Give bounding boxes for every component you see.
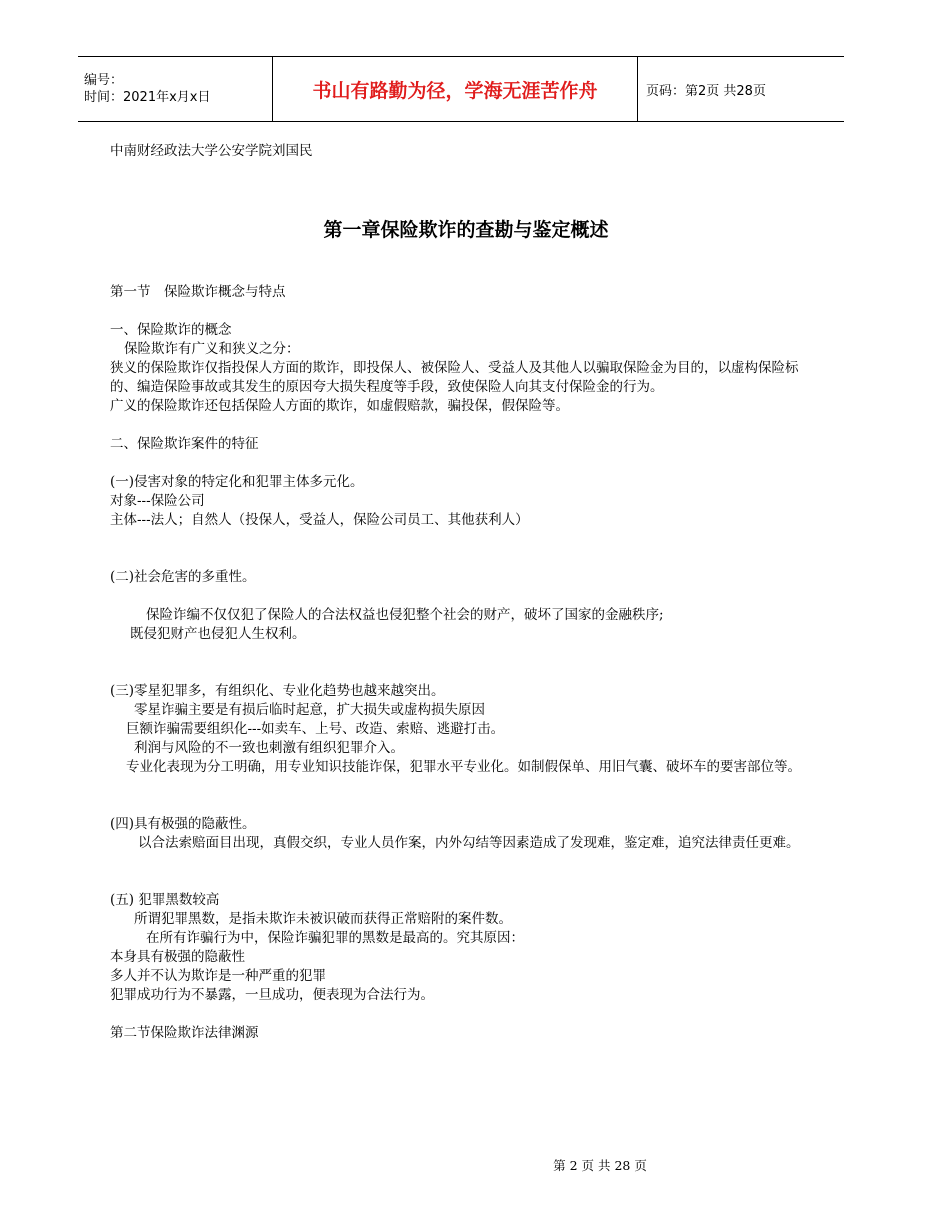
document-body [110, 142, 822, 1043]
concept-heading: 一、保险欺诈的概念 [110, 322, 232, 338]
features-heading: 二、保险欺诈案件的特征 [110, 436, 259, 452]
feature-5-heading: (五) 犯罪黑数较高 [110, 892, 220, 908]
concept-broad: 广义的保险欺诈还包括保险人方面的欺诈，如虚假赔款，骗投保，假保险等。 [110, 398, 569, 414]
header-motto: 书山有路勤为径，学海无涯苦作舟 [273, 57, 638, 121]
concept-intro: 保险欺诈有广义和狭义之分： [124, 341, 300, 357]
feature-5-reason-2: 多人并不认为欺诈是一种严重的犯罪 [110, 968, 326, 984]
feature-5-reason-3: 犯罪成功行为不暴露，一旦成功，便表现为合法行为。 [110, 987, 434, 1003]
author-line: 中南财经政法大学公安学院刘国民 [110, 143, 313, 159]
feature-2-p2: 既侵犯财产也侵犯人生权利。 [130, 626, 306, 642]
feature-3-p3: 利润与风险的不一致也刺激有组织犯罪介入。 [134, 740, 404, 756]
feature-5-reason-1: 本身具有极强的隐蔽性 [110, 949, 245, 965]
header-meta [78, 57, 273, 121]
page-footer: 第 2 页 共 28 页 [553, 1158, 647, 1173]
feature-2-p1: 保险诈编不仅仅犯了保险人的合法权益也侵犯整个社会的财产，破坏了国家的金融秩序; [146, 607, 664, 623]
feature-1-subject: 主体---法人；自然人（投保人，受益人，保险公司员工、其他获利人） [110, 512, 529, 528]
feature-5-p1: 所谓犯罪黑数，是指未欺诈未被识破而获得正常赔附的案件数。 [134, 911, 512, 927]
feature-4-p1: 以合法索赔面目出现，真假交织，专业人员作案，内外勾结等因素造成了发现难，鉴定难，追究法律责任更难。 [138, 835, 800, 851]
feature-5-p2: 在所有诈骗行为中，保险诈骗犯罪的黑数是最高的。究其原因： [146, 930, 524, 946]
feature-3-heading: (三)零星犯罪多，有组织化、专业化趋势也越来越突出。 [110, 683, 445, 699]
feature-1-heading: (一)侵害对象的特定化和犯罪主体多元化。 [110, 474, 364, 490]
header-page-info: 页码：第2页 共28页 [646, 83, 766, 99]
concept-narrow: 狭义的保险欺诈仅指投保人方面的欺诈，即投保人、被保险人、受益人及其他人以骗取保险金为目的，以虚构保险标的、编造保险事故或其发生的原因夸大损失程度等手段，致使保险人向其支付保险金的行为。 [110, 360, 799, 395]
section-heading-2: 第二节保险欺诈法律渊源 [110, 1025, 259, 1041]
section-heading-1: 第一节 保险欺诈概念与特点 [110, 284, 286, 300]
number-label: 编号： [84, 73, 124, 88]
feature-3-p1: 零星诈骗主要是有损后临时起意，扩大损失或虚构损失原因 [134, 702, 485, 718]
feature-4-heading: (四)具有极强的隐蔽性。 [110, 816, 256, 832]
chapter-title: 第一章保险欺诈的查勘与鉴定概述 [323, 219, 609, 241]
feature-3-p2: 巨额诈骗需要组织化---如卖车、上号、改造、索赔、逃避打击。 [126, 721, 505, 737]
feature-2-heading: (二)社会危害的多重性。 [110, 569, 256, 585]
time-label: 时间：2021年x月x日 [84, 90, 211, 105]
document-header [78, 56, 844, 122]
feature-3-p4: 专业化表现为分工明确，用专业知识技能诈保，犯罪水平专业化。如制假保单、用旧气囊、破坏车的要害部位等。 [126, 759, 801, 775]
feature-1-object: 对象---保险公司 [110, 493, 205, 509]
